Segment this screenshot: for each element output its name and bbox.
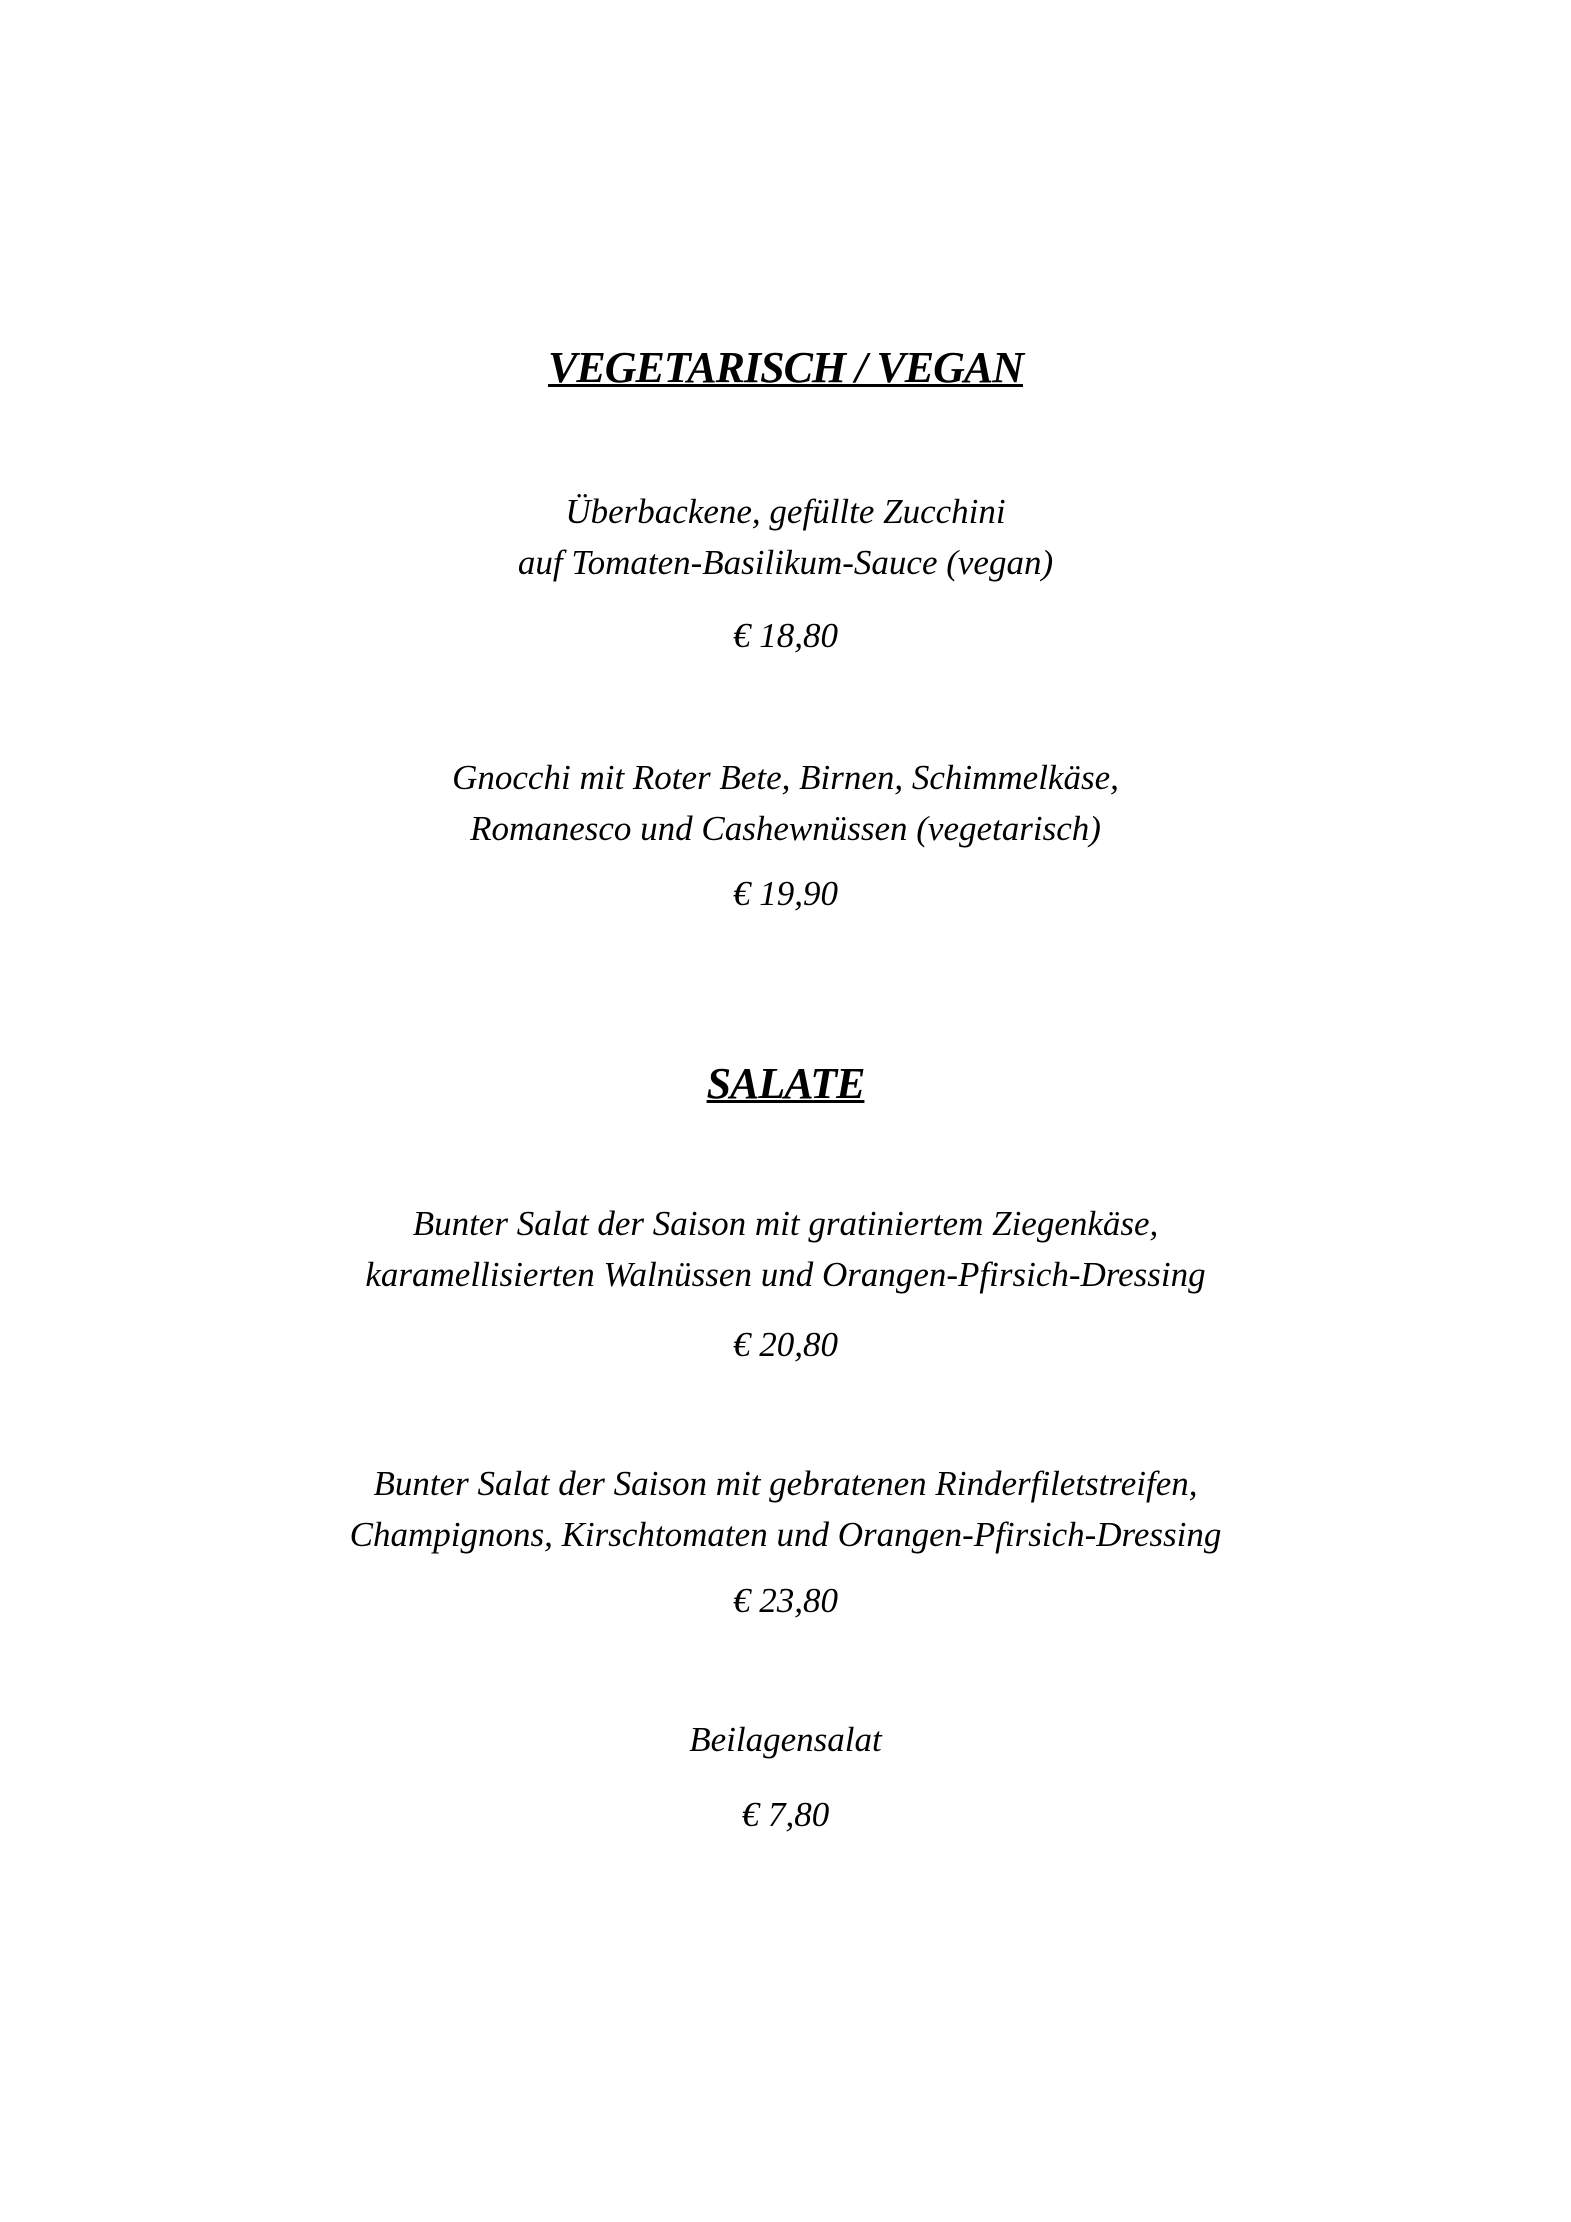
section-heading-vegetarisch-vegan: VEGETARISCH / VEGAN <box>548 343 1023 392</box>
menu-item-description-line: Bunter Salat der Saison mit gebratenen Rinderfiletstreifen, <box>373 1464 1198 1503</box>
menu-item-description-line: Bunter Salat der Saison mit gratiniertem Ziegenkäse, <box>412 1204 1159 1243</box>
menu-item-price: € 7,80 <box>741 1795 830 1834</box>
menu-item-description-line: Beilagensalat <box>689 1720 882 1759</box>
menu-item-description-line: Champignons, Kirschtomaten und Orangen-Pfirsich-Dressing <box>349 1515 1222 1554</box>
menu-item-description <box>0 752 1571 854</box>
menu-item-description <box>0 1458 1571 1560</box>
menu-item-description-line: auf Tomaten-Basilikum-Sauce (vegan) <box>517 543 1054 582</box>
section-heading-salate: SALATE <box>706 1059 865 1108</box>
menu-item-price: € 20,80 <box>733 1325 838 1364</box>
menu-item-description-line: Überbackene, gefüllte Zucchini <box>565 492 1006 531</box>
menu-item-price: € 19,90 <box>733 874 838 913</box>
menu-item-description <box>0 1198 1571 1300</box>
menu-item-description <box>0 486 1571 588</box>
menu-item-description-line: karamellisierten Walnüssen und Orangen-Pfirsich-Dressing <box>365 1255 1206 1294</box>
menu-item-description-line: Romanesco und Cashewnüssen (vegetarisch) <box>470 809 1101 848</box>
menu-item-description <box>0 1714 1571 1765</box>
menu-item-description-line: Gnocchi mit Roter Bete, Birnen, Schimmelkäse, <box>452 758 1119 797</box>
menu-item-price: € 18,80 <box>733 616 838 655</box>
menu-item-price: € 23,80 <box>733 1581 838 1620</box>
